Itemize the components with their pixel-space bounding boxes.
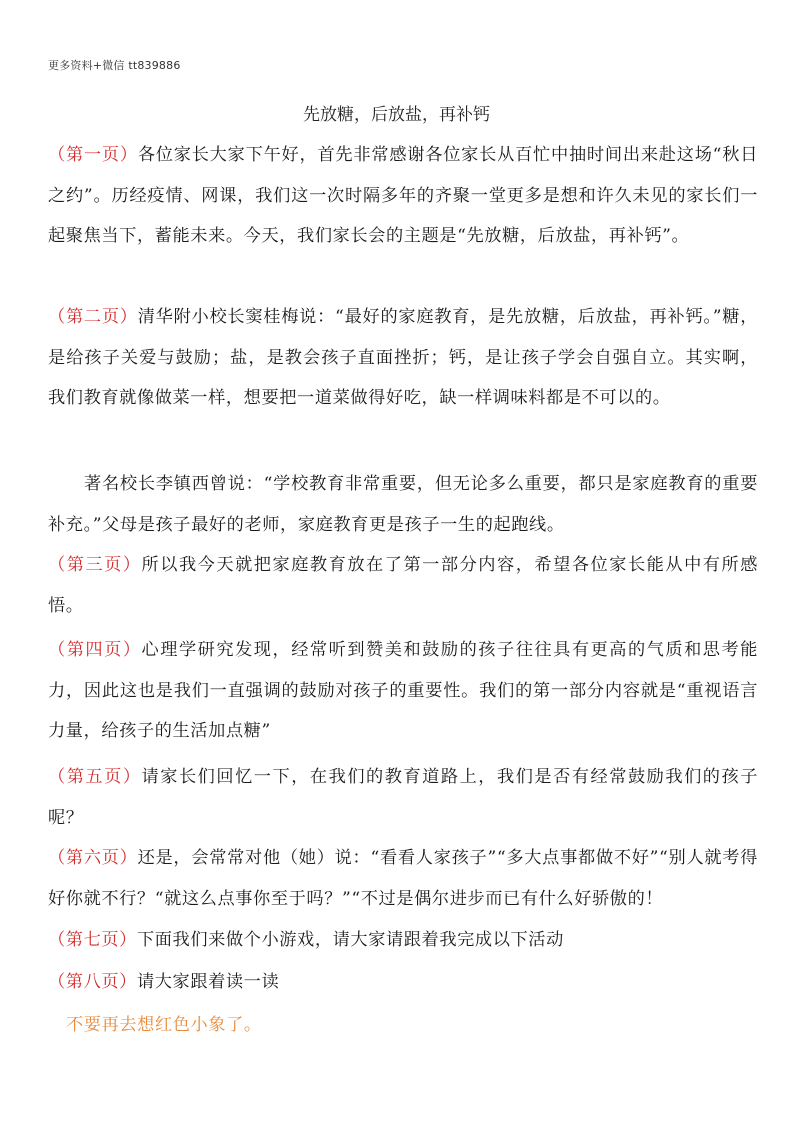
header-note: 更多资料+微信 tt839886 bbox=[48, 59, 181, 72]
page-tag: （第六页） bbox=[48, 848, 138, 868]
paragraph-page-5 bbox=[48, 757, 758, 838]
page-tag: （第七页） bbox=[48, 930, 137, 950]
page-tag: （第三页） bbox=[48, 555, 142, 575]
paragraph-page-7 bbox=[48, 920, 758, 961]
paragraph-quote-li-zhenxi bbox=[48, 464, 758, 545]
paragraph-page-8 bbox=[48, 962, 758, 1003]
paragraph-text: 所以我今天就把家庭教育放在了第一部分内容，希望各位家长能从中有所感悟。 bbox=[48, 555, 758, 616]
paragraph-page-2 bbox=[48, 297, 758, 419]
page-tag: （第八页） bbox=[48, 972, 137, 992]
paragraph-page-3 bbox=[48, 545, 758, 626]
page-tag: （第一页） bbox=[48, 145, 138, 165]
document-title: 先放糖，后放盐，再补钙 bbox=[303, 105, 490, 125]
paragraph-text: 还是，会常常对他（她）说：“看看人家孩子”“多大点事都做不好”“别人就考得好你就不行？“就这么点事你至于吗？”“不过是偶尔进步而已有什么好骄傲的！ bbox=[48, 848, 758, 909]
page-tag: （第四页） bbox=[48, 640, 142, 660]
paragraph-text: 下面我们来做个小游戏，请大家请跟着我完成以下活动 bbox=[136, 930, 564, 950]
page-tag: （第二页） bbox=[48, 307, 138, 327]
paragraph-text: 清华附小校长窦桂梅说：“最好的家庭教育，是先放糖，后放盐，再补钙。”糖，是给孩子关爱与鼓励；盐，是教会孩子直面挫折；钙，是让孩子学会自强自立。其实啊，我们教育就像做菜一样，想要把一道菜做得好吃，缺一样调味料都是不可以的。 bbox=[48, 307, 758, 408]
paragraph-text: 著名校长李镇西曾说：“学校教育非常重要，但无论多么重要，都只是家庭教育的重要补充。”父母是孩子最好的老师，家庭教育更是孩子一生的起跑线。 bbox=[48, 474, 758, 535]
paragraph-page-4 bbox=[48, 630, 758, 752]
highlight-line: 不要再去想红色小象了。 bbox=[66, 1015, 262, 1035]
paragraph-text: 请大家跟着读一读 bbox=[136, 972, 280, 992]
paragraph-text: 各位家长大家下午好，首先非常感谢各位家长从百忙中抽时间出来赴这场“秋日之约”。历经疫情、网课，我们这一次时隔多年的齐聚一堂更多是想和许久未见的家长们一起聚焦当下，蓄能未来。今天，我们家长会的主题是“先放糖，后放盐，再补钙”。 bbox=[48, 145, 758, 246]
paragraph-page-6 bbox=[48, 838, 758, 919]
page-tag: （第五页） bbox=[48, 767, 142, 787]
paragraph-text: 心理学研究发现，经常听到赞美和鼓励的孩子往往具有更高的气质和思考能力，因此这也是我们一直强调的鼓励对孩子的重要性。我们的第一部分内容就是“重视语言力量，给孩子的生活加点糖” bbox=[48, 640, 758, 741]
paragraph-text: 请家长们回忆一下，在我们的教育道路上，我们是否有经常鼓励我们的孩子呢？ bbox=[48, 767, 758, 828]
paragraph-page-1 bbox=[48, 135, 758, 257]
